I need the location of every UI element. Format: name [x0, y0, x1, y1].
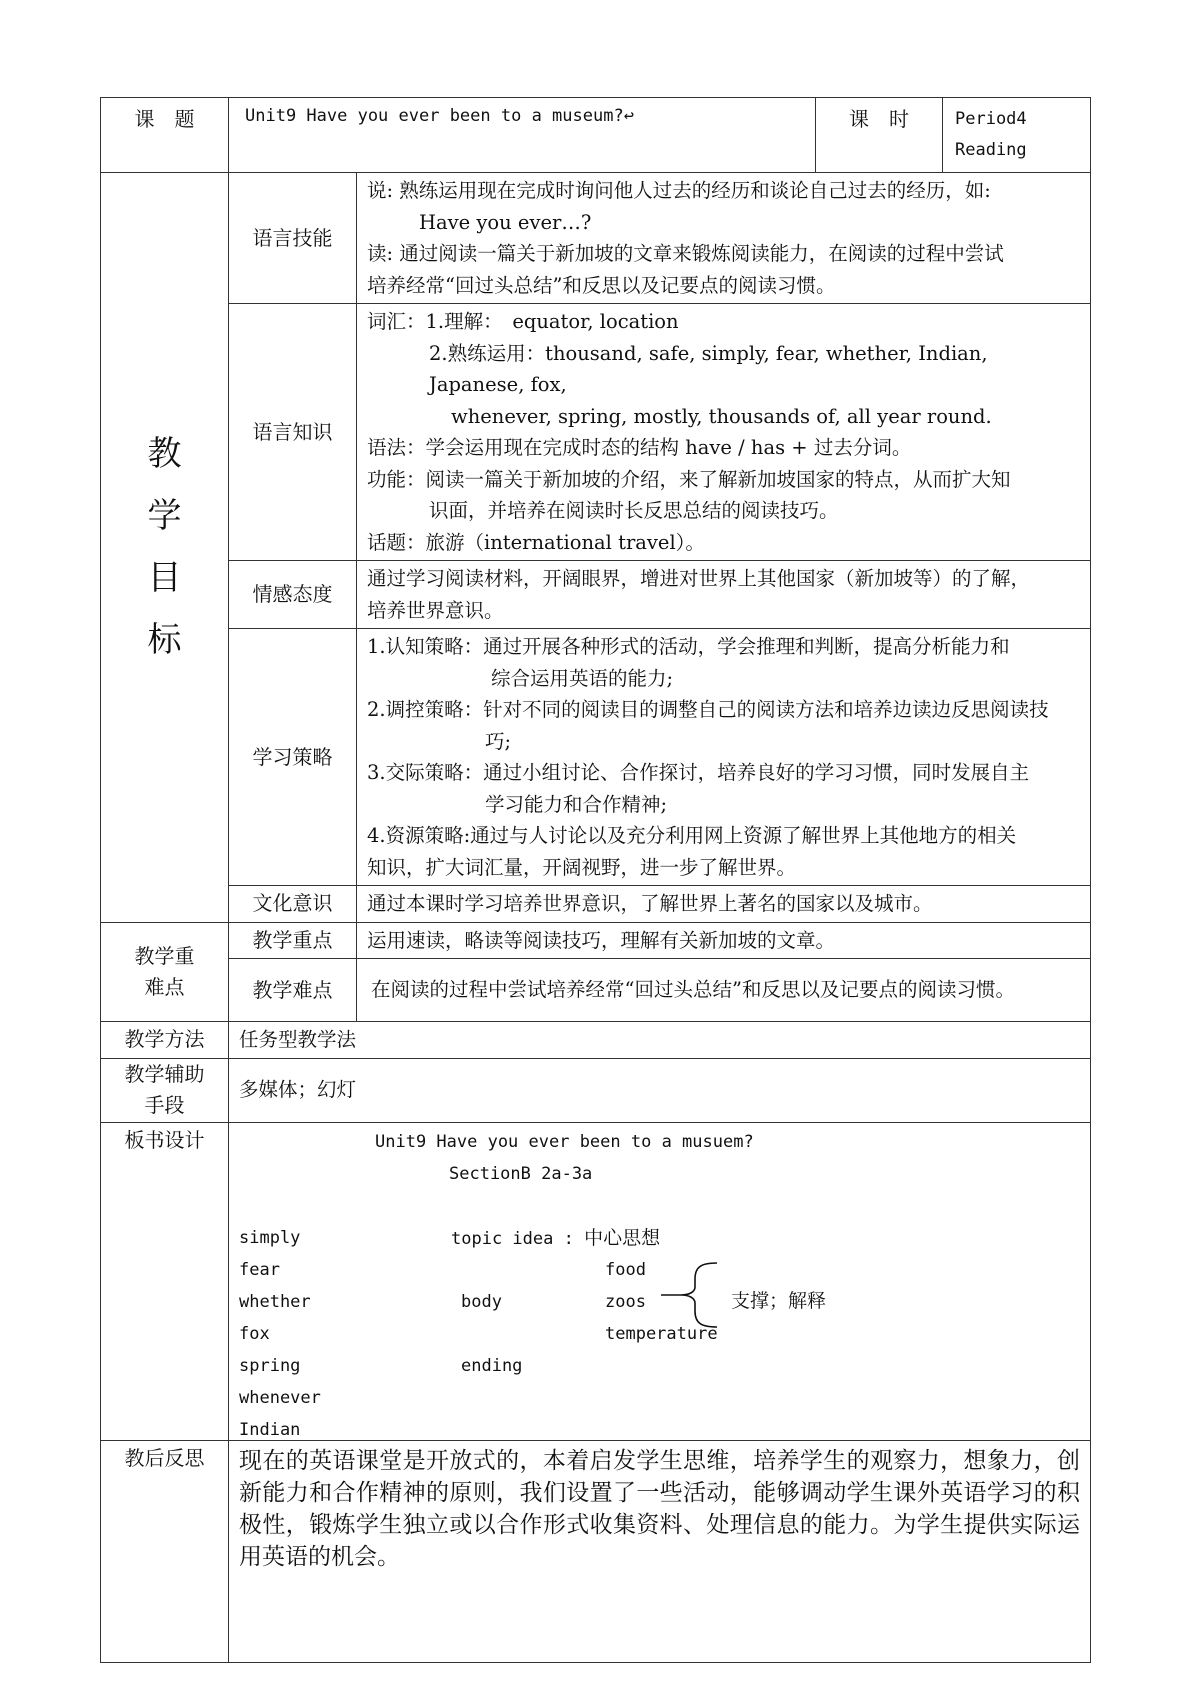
difficulty-content: 在阅读的过程中尝试培养经常“回过头总结”和反思以及记要点的阅读习惯。 — [357, 959, 1091, 1022]
board-word: Indian — [239, 1419, 301, 1440]
language-skills-label: 语言技能 — [229, 173, 357, 304]
aids-row — [101, 1058, 1091, 1122]
attitude-content — [357, 561, 1091, 629]
board-content — [229, 1122, 1091, 1440]
language-knowledge-content — [357, 304, 1091, 561]
language-skills-content — [357, 173, 1091, 304]
focus-row — [101, 922, 1091, 959]
culture-content: 通过本课时学习培养世界意识，了解世界上著名的国家以及城市。 — [357, 886, 1091, 923]
strategies-content — [357, 629, 1091, 886]
strategy-line: 学习能力和合作精神; — [485, 792, 668, 816]
knowledge-line: 话题：旅游（international travel）。 — [367, 530, 705, 554]
strategy-line: 3.交际策略：通过小组讨论、合作探讨，培养良好的学习习惯，同时发展自主 — [367, 761, 1030, 784]
objectives-group-label — [101, 173, 229, 923]
topic-value: Unit9 Have you ever been to a museum?↩ — [229, 98, 816, 173]
key-points-group-label — [101, 922, 229, 1022]
attitude-line: 通过学习阅读材料，开阔眼界，增进对世界上其他国家（新加坡等）的了解， — [367, 567, 1031, 590]
knowledge-line: 识面，并培养在阅读时长反思总结的阅读技巧。 — [429, 499, 839, 522]
board-support: temperature — [605, 1323, 718, 1344]
key-points-label-line-1: 教学重 — [134, 943, 195, 968]
board-word: fox — [239, 1323, 270, 1344]
objectives-char-2: 学 — [147, 496, 182, 537]
aids-label-line-1: 教学辅助 — [124, 1062, 205, 1086]
strategy-line: 巧; — [485, 729, 512, 753]
board-topic-idea-cn: 中心思想 — [584, 1226, 661, 1249]
focus-label: 教学重点 — [229, 922, 357, 959]
attitude-line: 培养世界意识。 — [367, 598, 504, 622]
board-word: whether — [239, 1291, 311, 1312]
focus-content: 运用速读，略读等阅读技巧，理解有关新加坡的文章。 — [357, 922, 1091, 959]
board-word: fear — [239, 1259, 280, 1280]
board-body: body — [461, 1291, 502, 1312]
method-label: 教学方法 — [101, 1022, 229, 1059]
knowledge-line: 语法：学会运用现在完成时态的结构 have / has + 过去分词。 — [367, 436, 912, 459]
culture-row — [101, 886, 1091, 923]
strategy-line: 4.资源策略:通过与人讨论以及充分利用网上资源了解世界上其他地方的相关 — [367, 824, 1017, 847]
knowledge-line: 词汇：1.理解： equator, location — [367, 310, 679, 333]
board-support-note: 支撑；解释 — [731, 1289, 827, 1312]
objectives-char-1: 教 — [147, 434, 182, 475]
reflection-label: 教后反思 — [101, 1440, 229, 1662]
strategies-label: 学习策略 — [229, 629, 357, 886]
board-ending: ending — [461, 1355, 523, 1376]
board-word: spring — [239, 1355, 301, 1376]
language-knowledge-label: 语言知识 — [229, 304, 357, 561]
strategy-line: 1.认知策略：通过开展各种形式的活动，学会推理和判断，提高分析能力和 — [367, 635, 1010, 658]
board-area — [229, 1123, 1090, 1440]
method-row — [101, 1022, 1091, 1059]
strategies-row — [101, 629, 1091, 886]
culture-label: 文化意识 — [229, 886, 357, 923]
method-content: 任务型教学法 — [229, 1022, 1091, 1059]
language-knowledge-row — [101, 304, 1091, 561]
board-row — [101, 1122, 1091, 1440]
skills-line: Have you ever…? — [419, 210, 592, 234]
period-value — [943, 98, 1091, 173]
topic-label: 课 题 — [101, 98, 229, 173]
difficulty-label: 教学难点 — [229, 959, 357, 1022]
board-subtitle: SectionB 2a-3a — [449, 1163, 593, 1184]
board-topic-idea — [451, 1227, 660, 1250]
board-word: simply — [239, 1227, 301, 1248]
reflection-content: 现在的英语课堂是开放式的，本着启发学生思维，培养学生的观察力，想象力，创新能力和合作精神的原则，我们设置了一些活动，能够调动学生课外英语学习的积极性，锻炼学生独立或以合作形式收集资料、处理信息的能力。为学生提供实际运用英语的机会。 — [229, 1440, 1091, 1662]
lesson-plan-table — [100, 97, 1091, 1663]
knowledge-line: 2.熟练运用：thousand, safe, simply, fear, whether, Indian, Japanese, fox, — [429, 341, 988, 396]
board-topic-idea-en: topic idea : — [451, 1228, 585, 1249]
aids-label-line-2: 手段 — [144, 1093, 185, 1117]
strategy-line: 2.调控策略：针对不同的阅读目的调整自己的阅读方法和培养边读边反思阅读技 — [367, 698, 1049, 721]
language-skills-row — [101, 173, 1091, 304]
skills-line: 说: 熟练运用现在完成时询问他人过去的经历和谈论自己过去的经历，如: — [367, 179, 991, 202]
period-label: 课 时 — [816, 98, 943, 173]
header-row — [101, 98, 1091, 173]
skills-line: 培养经常“回过头总结”和反思以及记要点的阅读习惯。 — [367, 273, 836, 297]
aids-label — [101, 1058, 229, 1122]
board-support: zoos — [605, 1291, 646, 1312]
strategy-line: 综合运用英语的能力; — [491, 666, 674, 690]
curly-brace-icon — [659, 1259, 719, 1331]
reflection-row — [101, 1440, 1091, 1662]
attitude-row — [101, 561, 1091, 629]
skills-line: 读: 通过阅读一篇关于新加坡的文章来锻炼阅读能力，在阅读的过程中尝试 — [367, 242, 1004, 265]
knowledge-line: whenever, spring, mostly, thousands of, all year round. — [451, 404, 992, 428]
board-word: whenever — [239, 1387, 321, 1408]
key-points-label-line-2: 难点 — [144, 974, 185, 999]
strategy-line: 知识，扩大词汇量，开阔视野，进一步了解世界。 — [367, 855, 797, 879]
board-support: food — [605, 1259, 646, 1280]
knowledge-line: 功能：阅读一篇关于新加坡的介绍，来了解新加坡国家的特点，从而扩大知 — [367, 467, 1011, 491]
aids-content: 多媒体；幻灯 — [229, 1058, 1091, 1122]
objectives-char-3: 目 — [147, 558, 182, 599]
objectives-char-4: 标 — [147, 620, 182, 661]
period-line-2: Reading — [955, 140, 1027, 160]
board-title: Unit9 Have you ever been to a musuem? — [375, 1131, 754, 1152]
period-line-1: Period4 — [955, 109, 1027, 129]
attitude-label: 情感态度 — [229, 561, 357, 629]
difficulty-row — [101, 959, 1091, 1022]
board-label: 板书设计 — [101, 1122, 229, 1440]
